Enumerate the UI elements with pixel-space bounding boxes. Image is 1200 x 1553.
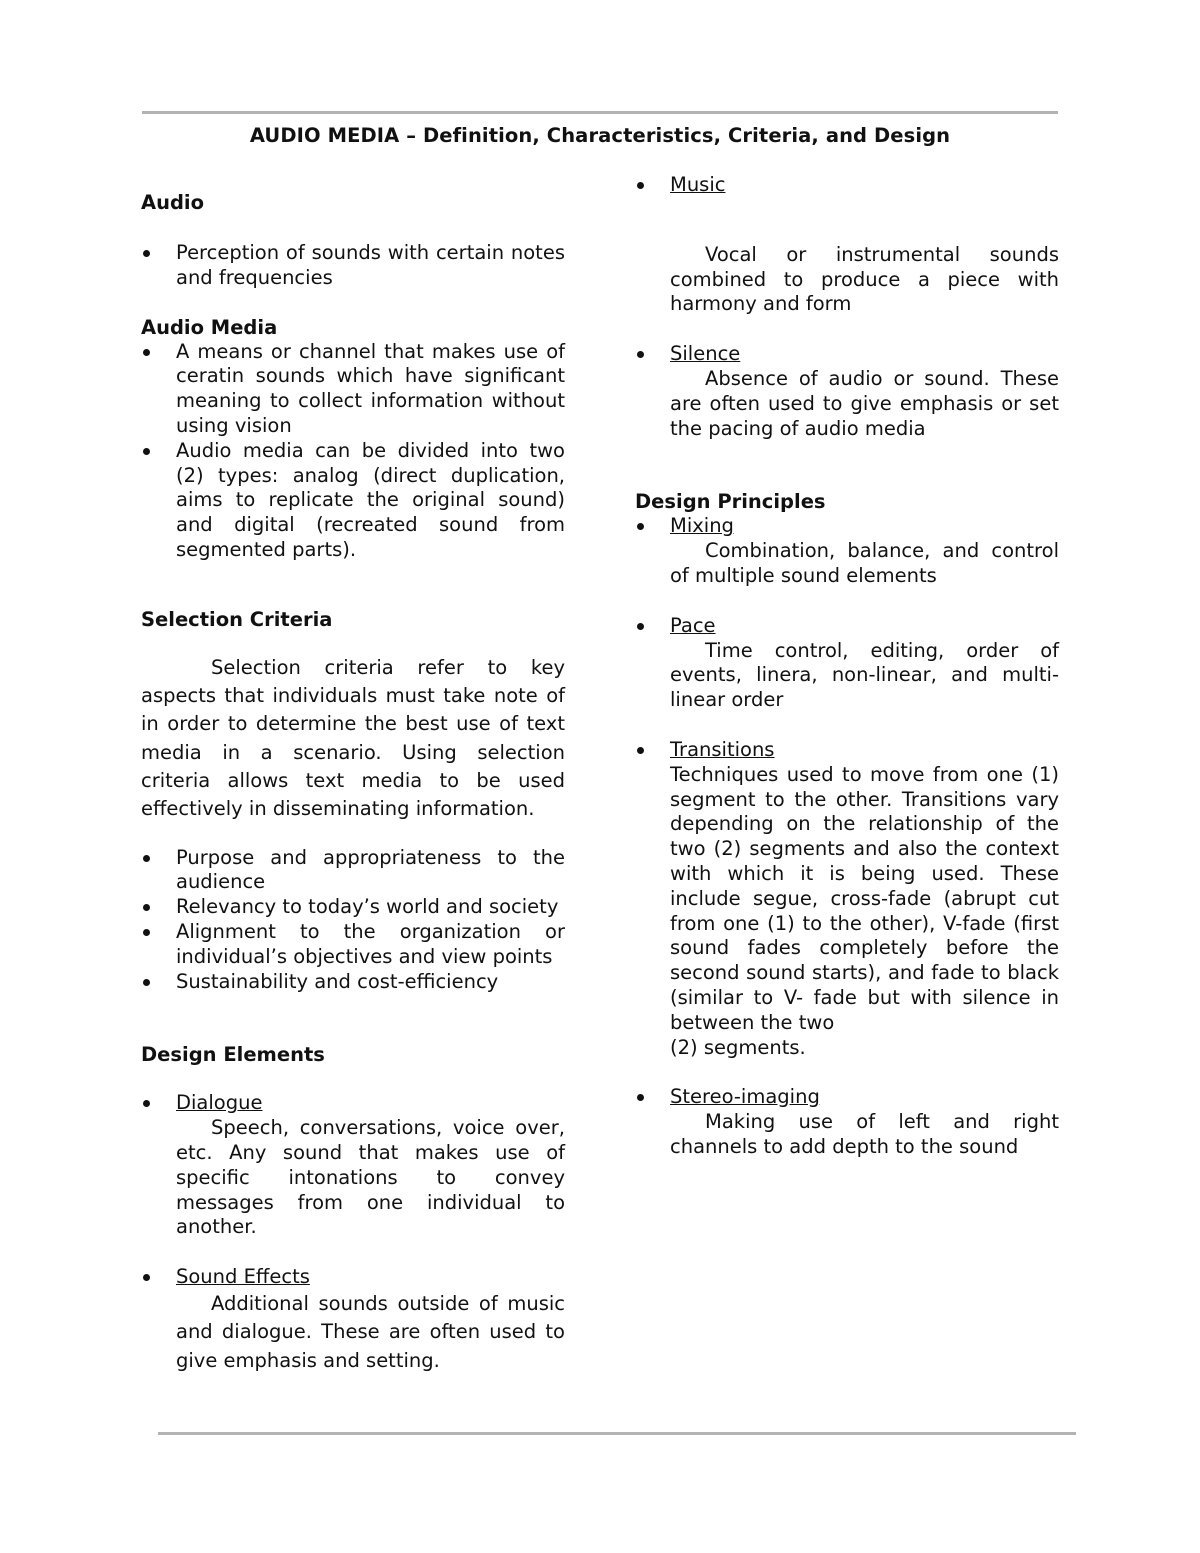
top-rule [142,111,1058,114]
list-item: Purpose and appropriateness to the audience [141,846,565,896]
list-item: Sustainability and cost-efficiency [141,970,565,995]
page-title: AUDIO MEDIA – Definition, Characteristics, Criteria, and Design [249,124,951,147]
term-dialogue: Dialogue [176,1091,263,1115]
audio-media-list [141,340,565,563]
term-mixing: Mixing [670,514,734,538]
desc-silence: Absence of audio or sound. These are often used to give emphasis or set the pacing of audio media [670,366,1059,440]
design-principles-list [635,514,1059,1159]
selection-criteria-paragraph: Selection criteria refer to key aspects that individuals must take note of in order to determine the best use of text media in a scenario. Using selection criteria allows text media to be used effectively in disseminating information. [141,655,565,821]
design-element-dialogue [141,1091,565,1240]
desc-music: Vocal or instrumental sounds combined to produce a piece with harmony and form [670,242,1059,316]
term-sound-effects: Sound Effects [176,1265,310,1289]
term-silence: Silence [670,342,741,366]
design-elements-list-continued [635,173,1059,441]
selection-criteria-list [141,846,565,995]
desc-stereo-imaging: Making use of left and right channels to add depth to the sound [670,1110,1059,1158]
list-item: Audio media can be divided into two (2) types: analog (direct duplication, aims to replicate the original sound) and digital (recreated sound from segmented parts). [141,439,565,563]
heading-design-principles: Design Principles [635,490,826,514]
design-element-silence [635,342,1059,441]
left-column [141,190,565,1375]
desc-pace: Time control, editing, order of events, linera, non-linear, and multi-linear order [670,638,1059,712]
list-item: Relevancy to today’s world and society [141,895,565,920]
list-item: Perception of sounds with certain notes and frequencies [141,241,565,291]
list-item: Alignment to the organization or individual’s objectives and view points [141,920,565,970]
design-principle-transitions [635,738,1059,1060]
design-elements-list [141,1091,565,1374]
desc-mixing: Combination, balance, and control of multiple sound elements [670,539,1059,587]
heading-selection-criteria: Selection Criteria [141,607,333,631]
bottom-rule [158,1432,1076,1435]
heading-design-elements: Design Elements [141,1043,325,1067]
desc-transitions-end: (2) segments. [670,1035,806,1059]
audio-list [141,241,565,291]
design-principle-stereo-imaging [635,1085,1059,1159]
term-stereo-imaging: Stereo-imaging [670,1085,820,1109]
term-music: Music [670,173,726,196]
design-element-sound-effects [141,1265,565,1375]
list-item: A means or channel that makes use of ceratin sounds which have significant meaning to collect information without using vision [141,340,565,439]
term-transitions: Transitions [670,737,775,761]
desc-transitions: Techniques used to move from one (1) segment to the other. Transitions vary depending on the relationship of the two (2) segments and also the context with which it is being used. These include segue, cross-fade (abrupt cut from one (1) to the other), V-fade (first sound fades completely before the second sound starts), and fade to black (similar to V- fade but with silence in between the two [670,762,1059,1034]
design-element-music [635,173,1059,317]
heading-audio: Audio [141,191,205,214]
heading-audio-media: Audio Media [141,315,278,339]
design-principle-mixing [635,514,1059,588]
desc-dialogue: Speech, conversations, voice over, etc. Any sound that makes use of specific intonations to convey messages from one individual to another. [176,1116,565,1239]
right-column [635,173,1059,1160]
design-principle-pace [635,614,1059,713]
term-pace: Pace [670,613,716,637]
desc-sound-effects: Additional sounds outside of music and dialogue. These are often used to give emphasis and setting. [176,1291,565,1372]
